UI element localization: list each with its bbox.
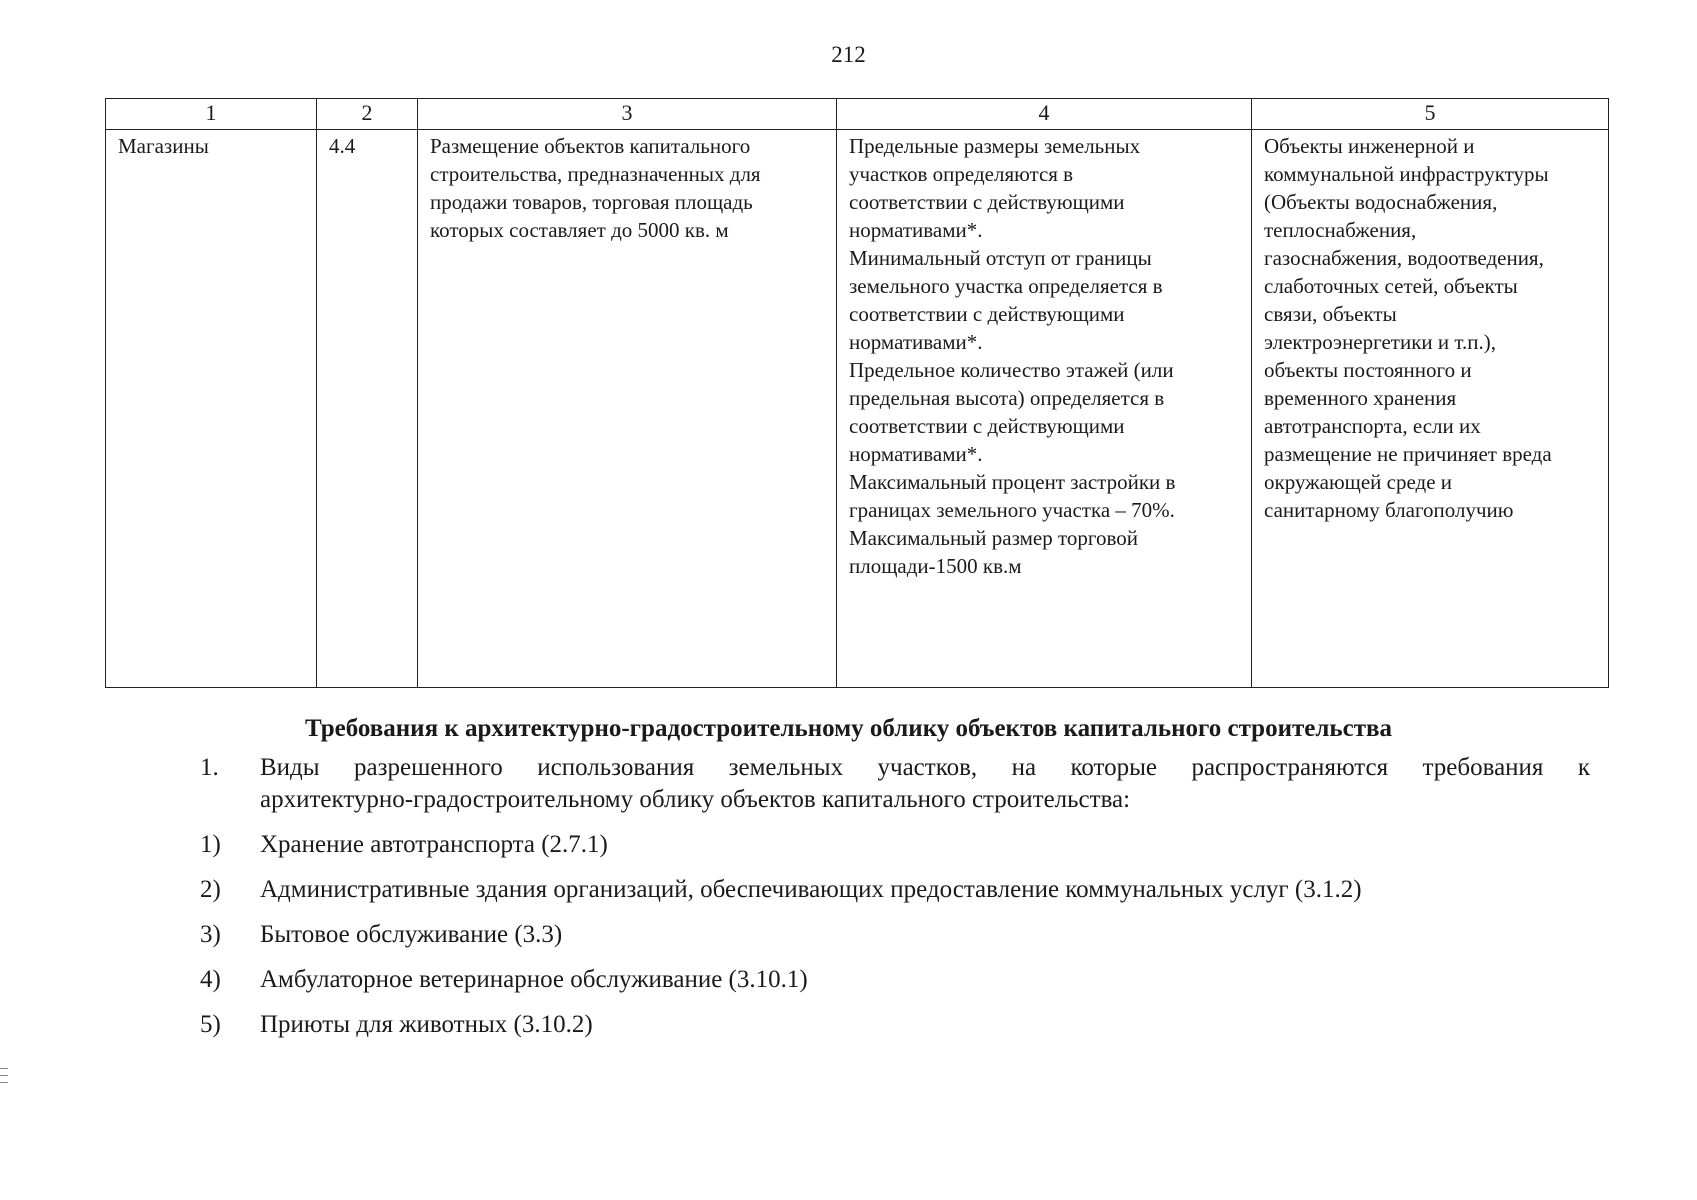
table-row (106, 130, 1609, 688)
parameter-line: соответствии с действующими (849, 414, 1125, 438)
auxiliary-line: электроэнергетики и т.п.), (1264, 330, 1496, 354)
requirements-list (200, 752, 1590, 1041)
use-name-cell (106, 130, 317, 688)
auxiliary-line: газоснабжения, водоотведения, (1264, 246, 1544, 270)
use-code-cell (317, 130, 418, 688)
parameter-line: участков определяются в (849, 162, 1074, 186)
parameters-cell (837, 130, 1252, 688)
auxiliary-line: связи, объекты (1264, 302, 1397, 326)
auxiliary-line: размещение не причиняет вреда (1264, 442, 1552, 466)
intro-text-line: архитектурно-градостроительному облику объектов капитального строительства: (260, 786, 1131, 813)
list-number: 1) (200, 831, 221, 858)
margin-marks (0, 1068, 8, 1098)
list-number: 3) (200, 921, 221, 948)
column-header: 5 (1252, 99, 1609, 130)
auxiliary-line: Объекты инженерной и (1264, 134, 1475, 158)
land-use-table (105, 98, 1609, 688)
intro-text-line: Виды разрешенного использования земельных участков, на которые распространяются требования к (260, 754, 1590, 781)
parameter-line: предельная высота) определяется в (849, 386, 1165, 410)
auxiliary-line: слаботочных сетей, объекты (1264, 274, 1518, 298)
parameter-line: площади-1500 кв.м (849, 554, 1022, 578)
parameter-line: Предельное количество этажей (или (849, 358, 1174, 382)
table-header-row (106, 99, 1609, 130)
auxiliary-line: теплоснабжения, (1264, 218, 1417, 242)
column-header: 2 (317, 99, 418, 130)
page-number: 212 (831, 42, 866, 67)
auxiliary-line: объекты постоянного и (1264, 358, 1472, 382)
auxiliary-uses-cell (1252, 130, 1609, 688)
use-code: 4.4 (329, 134, 356, 158)
auxiliary-line: автотранспорта, если их (1264, 414, 1481, 438)
parameter-line: соответствии с действующими (849, 190, 1125, 214)
list-number: 5) (200, 1011, 221, 1038)
parameter-line: Предельные размеры земельных (849, 134, 1141, 158)
parameter-line: границах земельного участка – 70%. (849, 498, 1175, 522)
parameter-line: земельного участка определяется в (849, 274, 1163, 298)
auxiliary-line: коммунальной инфраструктуры (1264, 162, 1549, 186)
column-header: 1 (106, 99, 317, 130)
description-cell (418, 130, 837, 688)
list-item (200, 919, 1590, 951)
list-item-text: Амбулаторное ветеринарное обслуживание (3.10.1) (260, 966, 808, 993)
auxiliary-line: временного хранения (1264, 386, 1457, 410)
description-line: Размещение объектов капитального (430, 134, 751, 158)
parameter-line: нормативами*. (849, 442, 983, 466)
description-line: строительства, предназначенных для (430, 162, 761, 186)
list-item (200, 829, 1590, 861)
parameter-line: Минимальный отступ от границы (849, 246, 1152, 270)
parameter-line: соответствии с действующими (849, 302, 1125, 326)
auxiliary-line: (Объекты водоснабжения, (1264, 190, 1498, 214)
list-number: 1. (200, 754, 219, 781)
parameter-line: Максимальный процент застройки в (849, 470, 1176, 494)
list-item-text: Хранение автотранспорта (2.7.1) (260, 831, 608, 858)
requirements-intro (200, 752, 1590, 816)
auxiliary-line: окружающей среде и (1264, 470, 1453, 494)
parameter-line: нормативами*. (849, 330, 983, 354)
description-line: которых составляет до 5000 кв. м (430, 218, 729, 242)
list-number: 2) (200, 876, 221, 903)
list-item (200, 874, 1590, 906)
section-title: Требования к архитектурно-градостроительному облику объектов капитального строительства (305, 715, 1392, 742)
use-name: Магазины (118, 134, 209, 158)
list-item-text: Бытовое обслуживание (3.3) (260, 921, 563, 948)
list-item-text: Административные здания организаций, обеспечивающих предоставление коммунальных услуг (3.1.2) (260, 876, 1362, 903)
auxiliary-line: санитарному благополучию (1264, 498, 1514, 522)
list-number: 4) (200, 966, 221, 993)
column-header: 4 (837, 99, 1252, 130)
column-header: 3 (418, 99, 837, 130)
list-item (200, 1009, 1590, 1041)
parameter-line: Максимальный размер торговой (849, 526, 1138, 550)
list-item-text: Приюты для животных (3.10.2) (260, 1011, 593, 1038)
description-line: продажи товаров, торговая площадь (430, 190, 753, 214)
list-item (200, 964, 1590, 996)
parameter-line: нормативами*. (849, 218, 983, 242)
